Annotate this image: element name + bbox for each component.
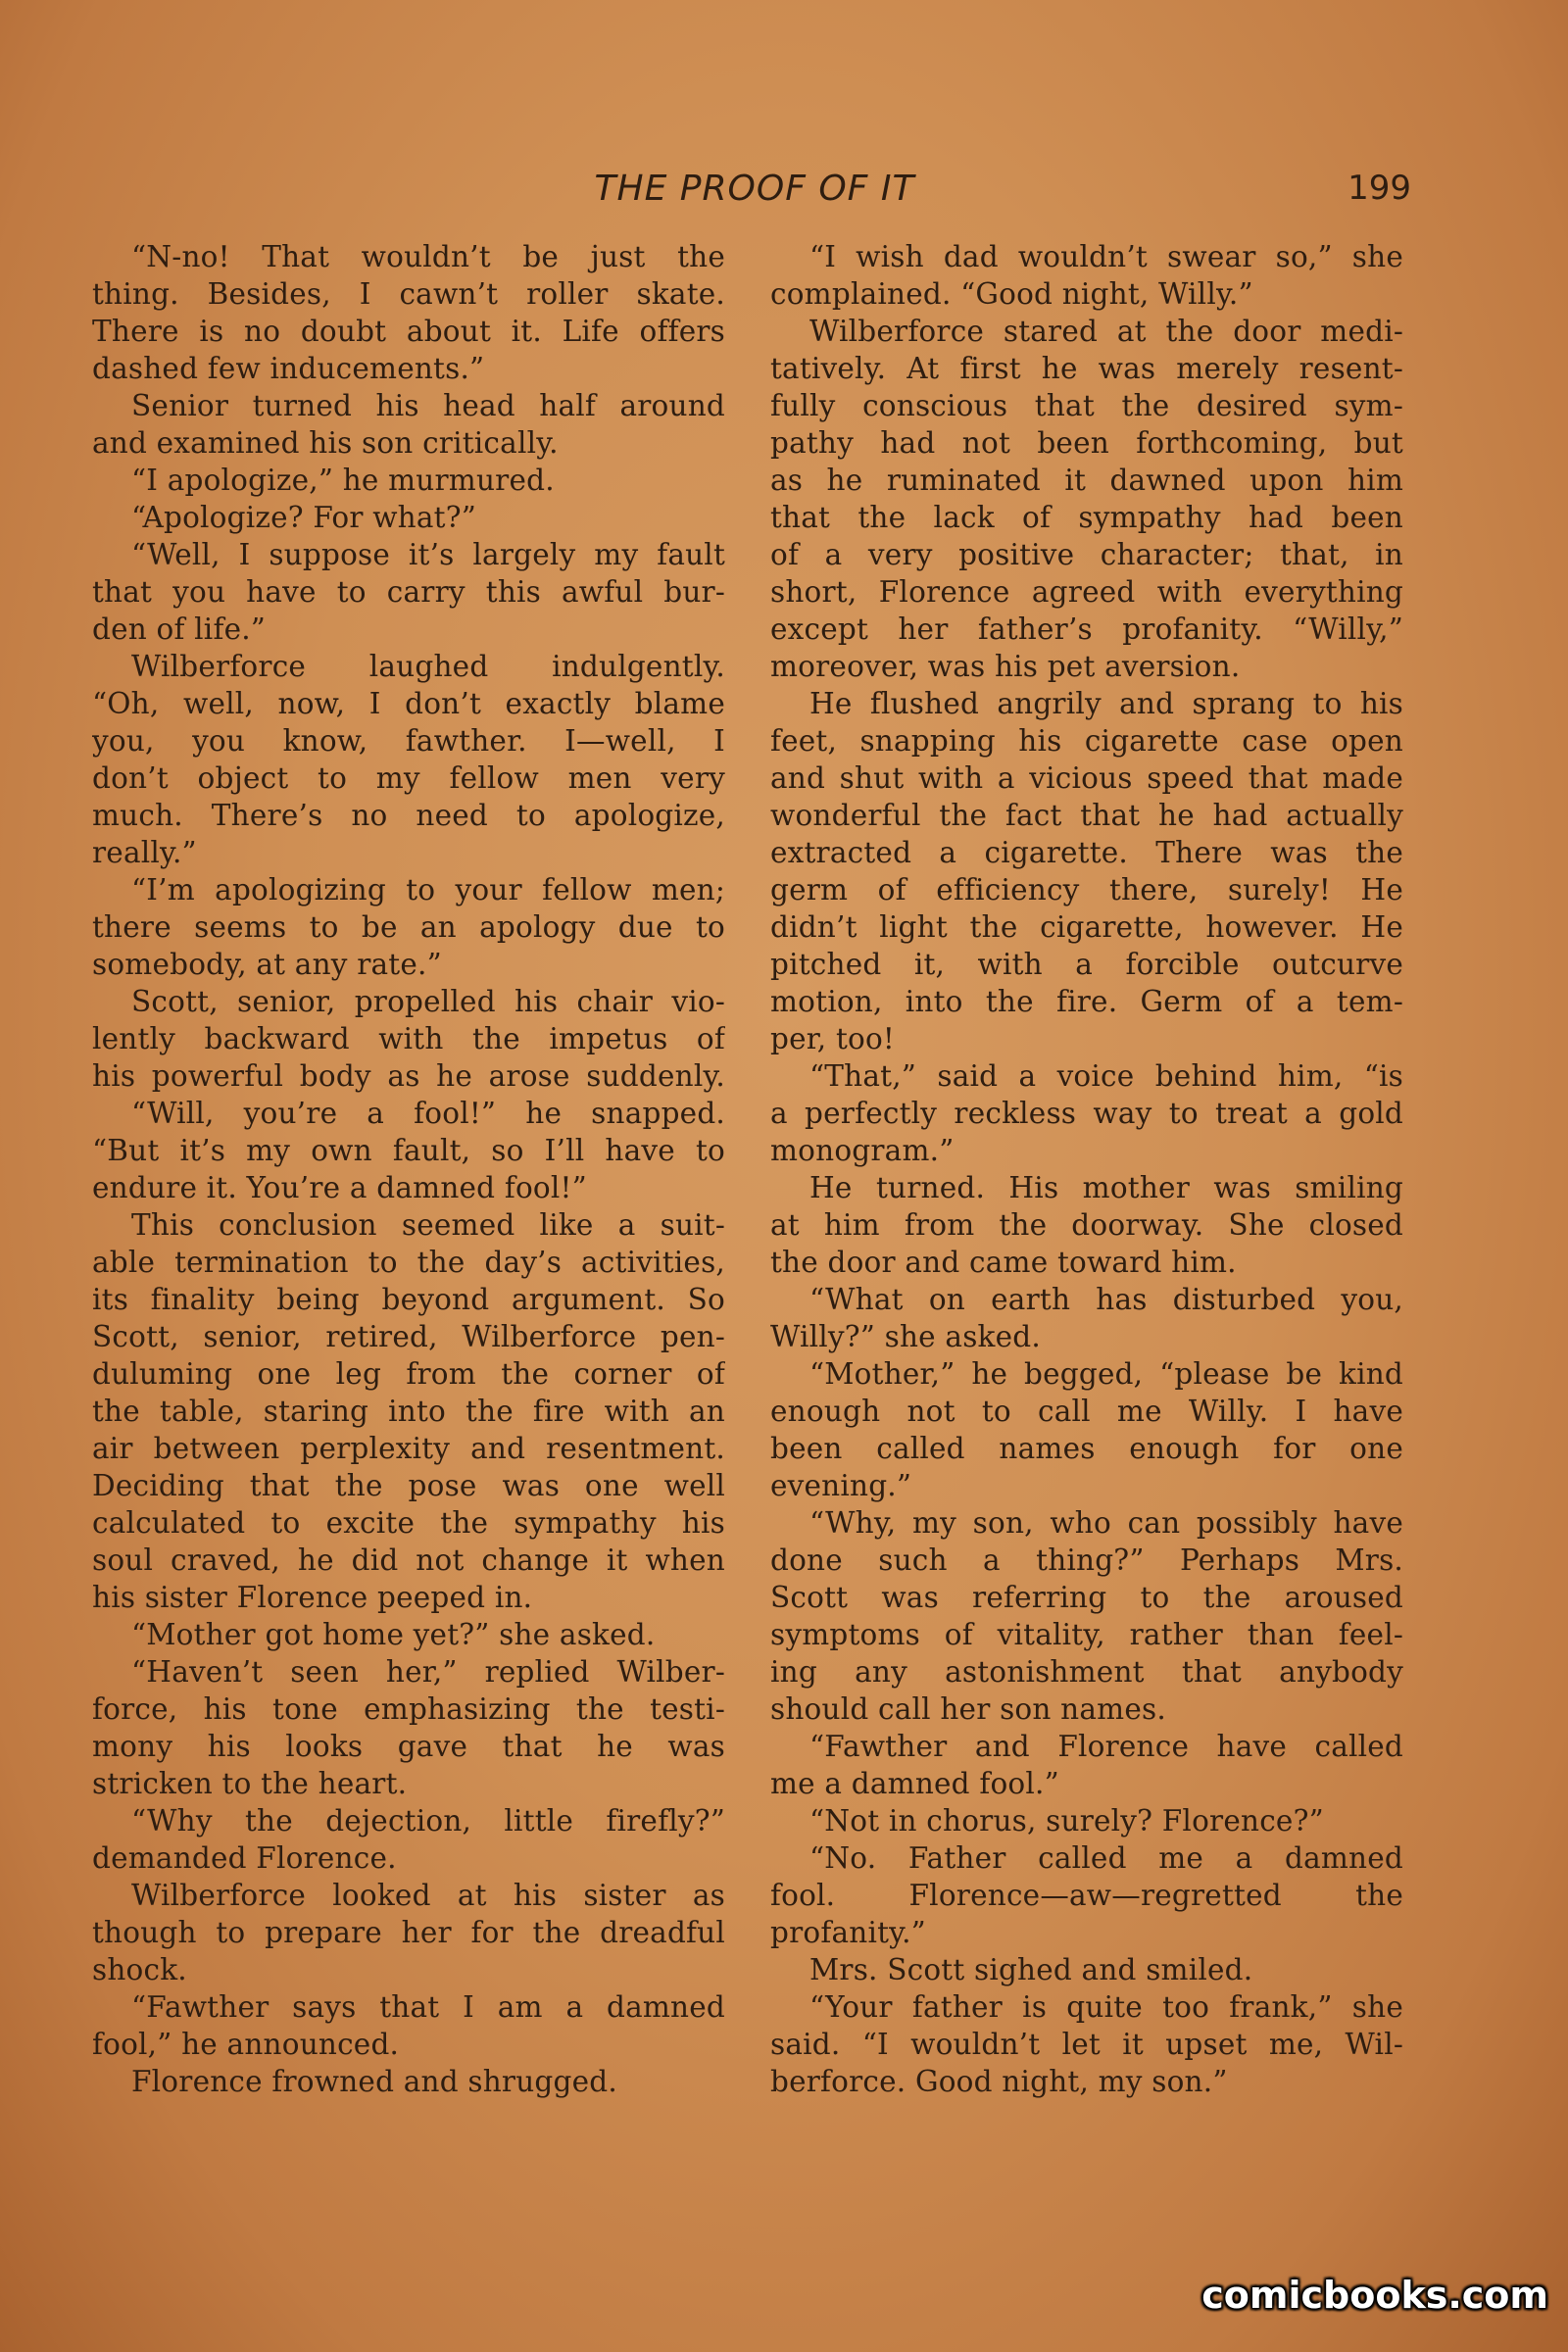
text-line: didn’t light the cigarette, however. He	[770, 910, 1403, 944]
text-line: Senior turned his head half around	[131, 389, 725, 422]
text-line: Scott, senior, propelled his chair vio-	[131, 985, 725, 1018]
text-line: He flushed angrily and sprang to his	[809, 687, 1403, 720]
text-line: wonderful the fact that he had actually	[770, 799, 1403, 832]
text-line: done such a thing?” Perhaps Mrs.	[770, 1544, 1403, 1577]
text-line: “No. Father called me a damned	[809, 1841, 1403, 1875]
text-line: Willy?” she asked.	[770, 1320, 1041, 1353]
text-line: enough not to call me Willy. I have	[770, 1395, 1403, 1428]
text-line: demanded Florence.	[92, 1841, 397, 1875]
text-line: mony his looks gave that he was	[92, 1730, 725, 1763]
text-line: “Haven’t seen her,” replied Wilber-	[131, 1655, 725, 1689]
text-line: his sister Florence peeped in.	[92, 1581, 533, 1614]
text-line: stricken to the heart.	[92, 1767, 408, 1800]
site-watermark: comicbooks.com	[1201, 2274, 1548, 2317]
text-line: extracted a cigarette. There was the	[770, 836, 1403, 869]
text-line: germ of efficiency there, surely! He	[770, 873, 1403, 906]
text-line: fool. Florence—aw—regretted the	[770, 1879, 1403, 1912]
text-line: shock.	[92, 1953, 187, 1986]
text-line: per, too!	[770, 1022, 895, 1055]
text-line: Mrs. Scott sighed and smiled.	[809, 1953, 1253, 1986]
text-line: said. “I wouldn’t let it upset me, Wil-	[770, 2028, 1403, 2061]
text-line: at him from the doorway. She closed	[770, 1208, 1403, 1242]
text-line: “Fawther and Florence have called	[809, 1730, 1403, 1763]
text-line: “That,” said a voice behind him, “is	[809, 1059, 1403, 1093]
text-line: the table, staring into the fire with an	[92, 1395, 725, 1428]
text-line: me a damned fool.”	[770, 1767, 1059, 1800]
text-line: dashed few inducements.”	[92, 352, 485, 385]
text-line: “What on earth has disturbed you,	[809, 1283, 1403, 1316]
text-line: “Why, my son, who can possibly have	[809, 1506, 1403, 1540]
text-line: complained. “Good night, Willy.”	[770, 277, 1253, 311]
text-line: Wilberforce laughed indulgently.	[131, 650, 725, 683]
text-line: “Why the dejection, little firefly?”	[131, 1804, 725, 1838]
text-line: Florence frowned and shrugged.	[131, 2065, 617, 2098]
text-line: soul craved, he did not change it when	[92, 1544, 725, 1577]
left-text-column	[92, 238, 725, 2100]
text-line: force, his tone emphasizing the testi-	[92, 1692, 725, 1726]
text-line: pathy had not been forthcoming, but	[770, 426, 1403, 460]
text-line: calculated to excite the sympathy his	[92, 1506, 725, 1540]
text-line: short, Florence agreed with everything	[770, 575, 1403, 609]
text-line: ing any astonishment that anybody	[770, 1655, 1403, 1689]
text-line: fool,” he announced.	[92, 2028, 400, 2061]
text-line: of a very positive character; that, in	[770, 538, 1403, 571]
text-line: He turned. His mother was smiling	[809, 1171, 1403, 1204]
text-line: duluming one leg from the corner of	[92, 1357, 725, 1391]
text-line: and examined his son critically.	[92, 426, 559, 460]
text-line: a perfectly reckless way to treat a gold	[770, 1097, 1403, 1130]
text-line: symptoms of vitality, rather than feel-	[770, 1618, 1403, 1651]
text-line: Scott, senior, retired, Wilberforce pen-	[92, 1320, 725, 1353]
text-line: don’t object to my fellow men very	[92, 761, 725, 795]
text-line: “Will, you’re a fool!” he snapped.	[131, 1097, 725, 1130]
running-header-title: THE PROOF OF IT	[594, 169, 915, 209]
text-line: “Well, I suppose it’s largely my fault	[131, 538, 725, 571]
text-line: “Mother got home yet?” she asked.	[131, 1618, 656, 1651]
text-line: air between perplexity and resentment.	[92, 1432, 725, 1465]
text-line: much. There’s no need to apologize,	[92, 799, 725, 832]
text-line: tatively. At first he was merely resent-	[770, 352, 1403, 385]
page-number: 199	[1348, 169, 1411, 208]
text-line: its finality being beyond argument. So	[92, 1283, 725, 1316]
text-line: and shut with a vicious speed that made	[770, 761, 1403, 795]
text-line: berforce. Good night, my son.”	[770, 2065, 1228, 2098]
text-line: “N-no! That wouldn’t be just the	[131, 240, 725, 273]
right-text-column	[770, 238, 1403, 2100]
text-line: Wilberforce stared at the door medi-	[809, 315, 1403, 348]
text-line: “I wish dad wouldn’t swear so,” she	[809, 240, 1403, 273]
text-line: except her father’s profanity. “Willy,”	[770, 612, 1403, 646]
text-line: There is no doubt about it. Life offers	[92, 315, 725, 348]
text-line: there seems to be an apology due to	[92, 910, 725, 944]
text-line: as he ruminated it dawned upon him	[770, 464, 1403, 497]
text-line: feet, snapping his cigarette case open	[770, 724, 1403, 758]
text-line: you, you know, fawther. I—well, I	[92, 724, 725, 758]
text-line: “Fawther says that I am a damned	[131, 1990, 725, 2024]
text-line: “But it’s my own fault, so I’ll have to	[92, 1134, 725, 1167]
text-line: “I apologize,” he murmured.	[131, 464, 555, 497]
text-line: that you have to carry this awful bur-	[92, 575, 725, 609]
text-line: “Your father is quite too frank,” she	[809, 1990, 1403, 2024]
text-line: “I’m apologizing to your fellow men;	[131, 873, 725, 906]
text-line: monogram.”	[770, 1134, 955, 1167]
text-line: his powerful body as he arose suddenly.	[92, 1059, 725, 1093]
text-line: motion, into the fire. Germ of a tem-	[770, 985, 1403, 1018]
text-line: pitched it, with a forcible outcurve	[770, 948, 1403, 981]
text-line: Deciding that the pose was one well	[92, 1469, 725, 1502]
text-line: able termination to the day’s activities,	[92, 1246, 725, 1279]
text-line: been called names enough for one	[770, 1432, 1403, 1465]
text-line: “Not in chorus, surely? Florence?”	[809, 1804, 1324, 1838]
text-line: “Apologize? For what?”	[131, 501, 477, 534]
text-line: “Oh, well, now, I don’t exactly blame	[92, 687, 725, 720]
text-line: the door and came toward him.	[770, 1246, 1237, 1279]
text-line: endure it. You’re a damned fool!”	[92, 1171, 587, 1204]
text-line: evening.”	[770, 1469, 912, 1502]
text-line: fully conscious that the desired sym-	[770, 389, 1403, 422]
text-line: really.”	[92, 836, 197, 869]
text-line: Wilberforce looked at his sister as	[131, 1879, 725, 1912]
text-line: somebody, at any rate.”	[92, 948, 442, 981]
text-line: though to prepare her for the dreadful	[92, 1916, 725, 1949]
text-line: Scott was referring to the aroused	[770, 1581, 1403, 1614]
text-line: lently backward with the impetus of	[92, 1022, 725, 1055]
text-line: “Mother,” he begged, “please be kind	[809, 1357, 1403, 1391]
text-line: moreover, was his pet aversion.	[770, 650, 1241, 683]
text-line: that the lack of sympathy had been	[770, 501, 1403, 534]
text-line: This conclusion seemed like a suit-	[131, 1208, 725, 1242]
text-line: thing. Besides, I cawn’t roller skate.	[92, 277, 725, 311]
text-line: den of life.”	[92, 612, 267, 646]
text-line: profanity.”	[770, 1916, 926, 1949]
text-line: should call her son names.	[770, 1692, 1166, 1726]
